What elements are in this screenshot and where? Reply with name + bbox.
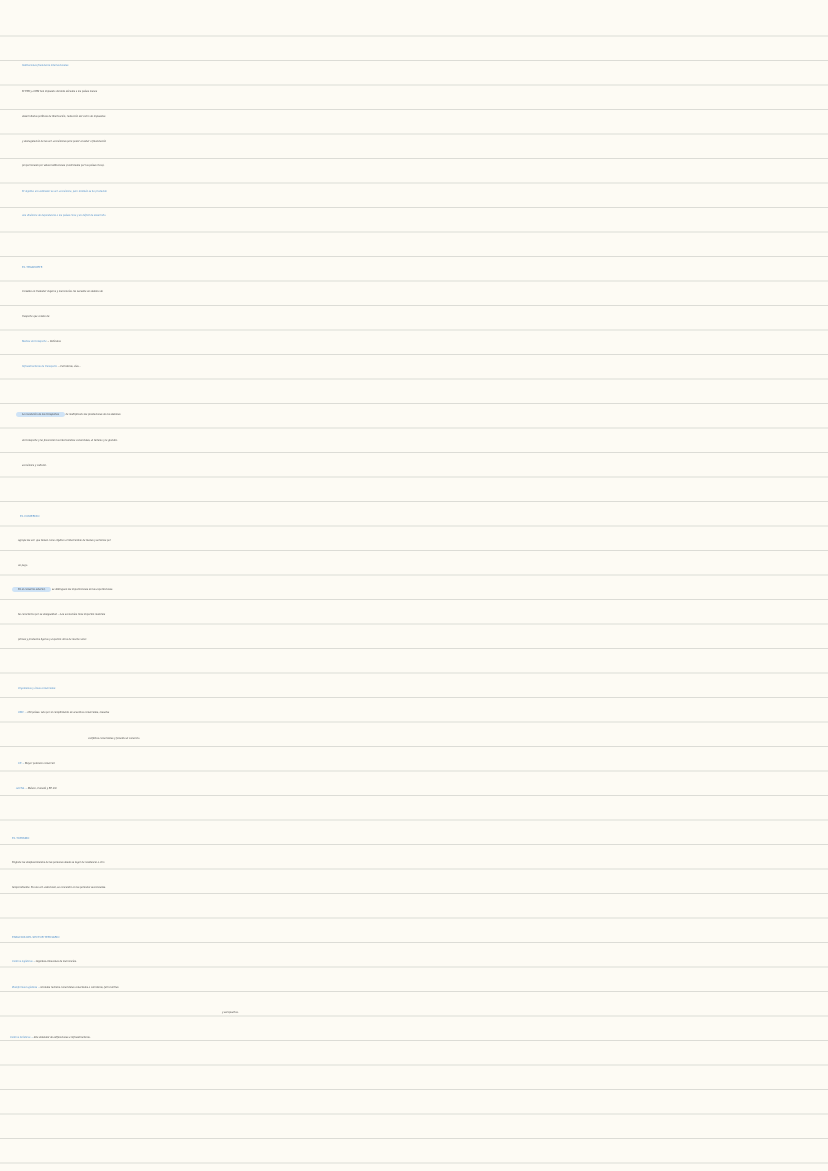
section-heading-organismos: Organismos y áreas comerciales: [18, 687, 56, 690]
list-item [16, 787, 828, 790]
term: Medios de transporte [22, 340, 47, 343]
text-line: primas y productos ligeros y exportan otros de mucho valor. [18, 638, 87, 641]
text-span: ha multiplicado las prestaciones de los sistemas [64, 413, 121, 416]
text-line [12, 588, 828, 591]
definition: → Vehículos [46, 340, 61, 343]
term: ALCNA → [16, 787, 28, 790]
text-line: Consiste en trasladar viajeros y mercancías. Se necesita un sistema de [22, 290, 103, 293]
section-heading-trasporte: EL TRASPORTE [22, 266, 43, 269]
term: Centros logísticos → [12, 960, 36, 963]
text-line: de transporte y ha favorecido los intercambios comerciales, el turismo y la globaliz. [22, 439, 118, 442]
text-line: El FMI y el BM han impuesto durante décadas a los países menos [22, 90, 98, 93]
term: OMC → [18, 711, 27, 714]
list-item [18, 762, 828, 765]
section-heading-espacios: ESPACIOS DEL SECTOR TERCIARIO [12, 936, 60, 939]
term: Infraestructuras de transporte [22, 365, 57, 368]
text-line-blue: una dinámica de dependencia a los países ricos y un déficit de desarrollo. [22, 214, 107, 217]
text-line: Se caracteriza por su desigualdad → Las economías ricas importan materias [18, 613, 106, 616]
term: UE → [18, 762, 25, 765]
text-line: un pago. [18, 564, 28, 567]
highlighted-text: La revolución de los transportes [16, 412, 65, 417]
text-line [22, 190, 828, 193]
text-span-blue: estimular su act. económica, pero también se ha producido [39, 190, 107, 193]
highlighted-text: En el comercio exterior, [12, 587, 51, 592]
definition: Gigantes almacenes de mercancías. [35, 960, 77, 963]
section-heading-comercio: EL COMERCIO [20, 515, 40, 518]
section-heading-turismo: EL TURISMO [12, 837, 30, 840]
text-line: Engloba los desplazamientos de las personas desde su lugar de residencia a otro [12, 861, 105, 864]
definition: Grandes recintos comerciales conectados a carreteras, ferrocarriles [39, 986, 119, 989]
text-line: y desregulación de las act. económicas para poder acceder a financiación [22, 140, 107, 143]
term: Centros turísticos → [10, 1036, 34, 1039]
text-line: conflictos comerciales y fomenta el comercio. [88, 737, 141, 740]
text-line: económica y cultural. [22, 464, 47, 467]
text-line: temporalmente. Es una act. estacional, se concentra en los periodos vacacionales. [12, 886, 106, 889]
section-heading-instituciones: Instituciones financieras internacionales [22, 64, 69, 67]
text-line: desarrollados políticas de liberización, reducción del cobro de impuestos [22, 115, 106, 118]
list-item [22, 365, 828, 368]
definition: Alta densidad de edificaciones e infraestructuras. [33, 1036, 91, 1039]
list-item [12, 960, 828, 963]
text-line: Agrupa las act. que tienen como objetivo el intercambio de bienes y servicios por [18, 539, 111, 542]
term: Plataformas logísticas → [12, 986, 40, 989]
definition: → Carreteras, vías... [56, 365, 81, 368]
list-item [10, 1036, 828, 1039]
text-line [16, 413, 828, 416]
text-span: El objetivo era [22, 190, 40, 193]
definition: Mayor potencia comercial [24, 762, 55, 765]
list-item [12, 986, 828, 989]
list-item [22, 340, 828, 343]
definition: México, Canadá y EE.UU. [27, 787, 58, 790]
text-line: y aeropuertos. [222, 1011, 239, 1014]
text-line: trasporte que consta de: [22, 315, 50, 318]
list-item [18, 711, 828, 714]
definition: 160 países. vela por el cumplimiento de acuerdos comerciales, resuelve [26, 711, 110, 714]
text-span: se distinguen las importaciones de las exportaciones. [51, 588, 114, 591]
text-line: proporcionada por estas instituciones (controladas por los países ricos). [22, 164, 105, 167]
